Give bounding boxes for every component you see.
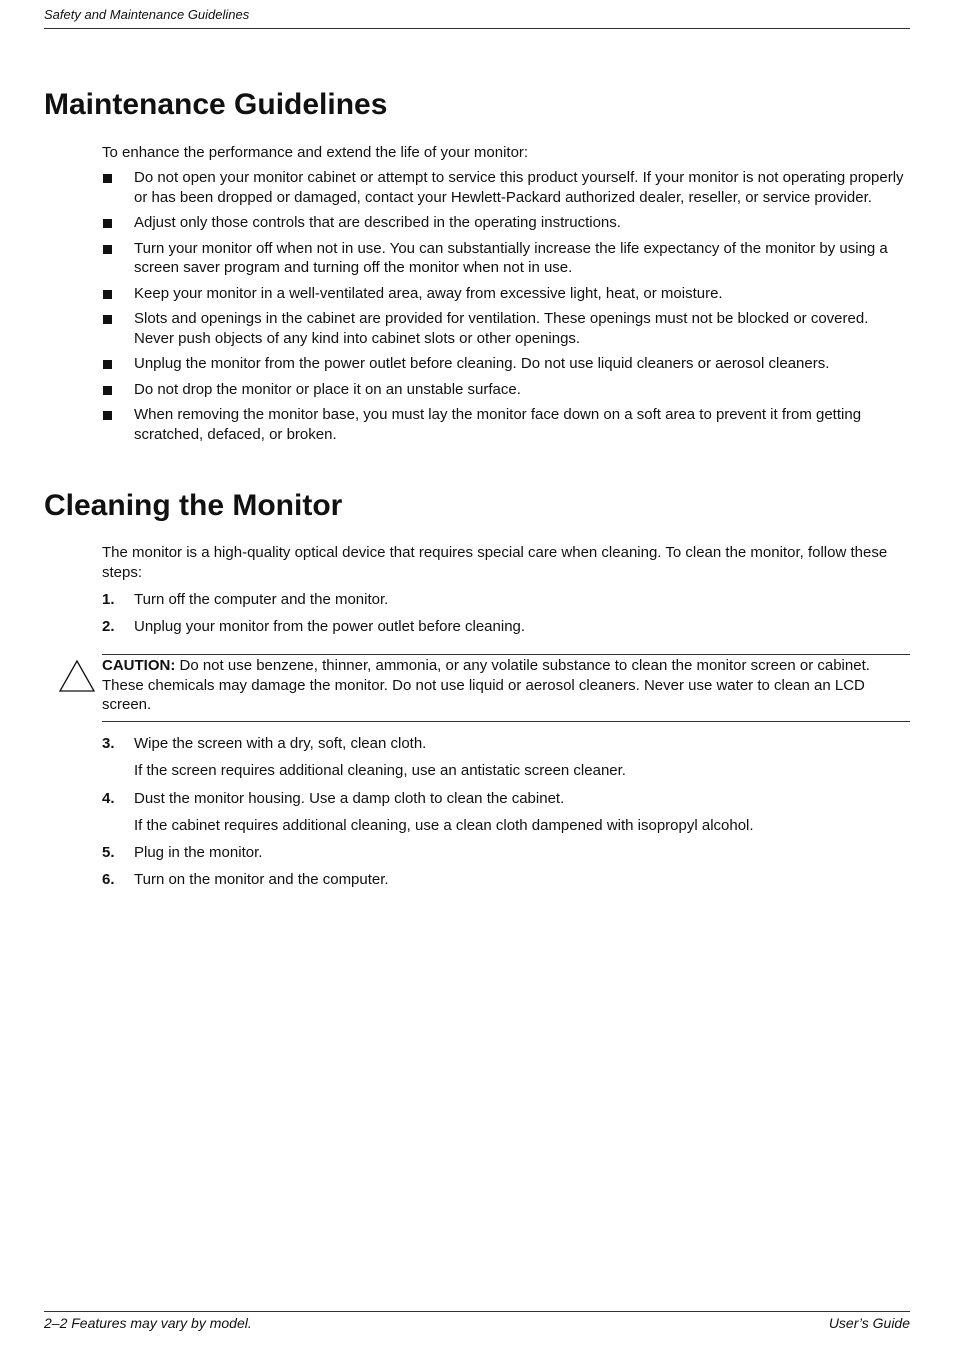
page-header xyxy=(44,7,910,29)
step-number: 1. xyxy=(102,591,115,608)
bullet-text: Keep your monitor in a well-ventilated area, away from excessive light, heat, or moisture. xyxy=(134,284,723,302)
list-item xyxy=(102,168,910,207)
page-footer xyxy=(44,1311,910,1336)
step-text: Dust the monitor housing. Use a damp cloth to clean the cabinet. xyxy=(134,790,565,807)
bullet-text: Do not open your monitor cabinet or attempt to service this product yourself. If your monitor is not operating properly or has been dropped or damaged, contact your Hewlett-Packard authorized dealer, reseller, or service provider. xyxy=(134,169,904,206)
bullet-text: When removing the monitor base, you must lay the monitor face down on a soft area to prevent it from getting scratched, defaced, or broken. xyxy=(134,406,862,443)
square-bullet-icon xyxy=(103,360,112,369)
cleaning-monitor-heading: Cleaning the Monitor xyxy=(44,489,343,522)
footer-guide-title: User’s Guide xyxy=(828,1315,910,1331)
step-text: Unplug your monitor from the power outlet before cleaning. xyxy=(134,618,526,635)
step-text: Turn on the monitor and the computer. xyxy=(134,871,389,888)
step-3 xyxy=(102,734,910,754)
caution-message: Do not use benzene, thinner, ammonia, or any volatile substance to clean the monitor screen or cabinet. These chemicals may damage the monitor. Do not use liquid or aerosol cleaners. Never use water to clean an LCD screen. xyxy=(102,657,870,713)
square-bullet-icon xyxy=(103,386,112,395)
maintenance-guidelines-heading: Maintenance Guidelines xyxy=(44,88,388,121)
caution-box xyxy=(102,654,910,722)
square-bullet-icon xyxy=(103,245,112,254)
step-text: Wipe the screen with a dry, soft, clean cloth. xyxy=(134,735,427,752)
step-number: 6. xyxy=(102,871,115,888)
list-item xyxy=(102,213,910,233)
step-2 xyxy=(102,617,910,637)
footer-page-info: 2–2 Features may vary by model. xyxy=(44,1315,252,1331)
maintenance-bullet-list xyxy=(102,168,910,450)
step-number: 3. xyxy=(102,735,115,752)
step-3-note: If the screen requires additional cleaning, use an antistatic screen cleaner. xyxy=(134,762,626,779)
cleaning-intro: The monitor is a high-quality optical device that requires special care when cleaning. To clean the monitor, follow these steps: xyxy=(102,544,888,581)
bullet-text: Do not drop the monitor or place it on an unstable surface. xyxy=(134,380,521,398)
list-item xyxy=(102,284,910,304)
list-item xyxy=(102,354,910,374)
step-6 xyxy=(102,870,910,890)
step-number: 2. xyxy=(102,618,115,635)
list-item xyxy=(102,380,910,400)
square-bullet-icon xyxy=(103,290,112,299)
maintenance-intro: To enhance the performance and extend the life of your monitor: xyxy=(102,144,529,161)
step-4-note: If the cabinet requires additional cleaning, use a clean cloth dampened with isopropyl alcohol. xyxy=(134,817,754,834)
square-bullet-icon xyxy=(103,219,112,228)
list-item xyxy=(102,405,910,444)
bullet-text: Slots and openings in the cabinet are provided for ventilation. These openings must not be blocked or covered. Never push objects of any kind into cabinet slots or other openings. xyxy=(134,310,869,347)
square-bullet-icon xyxy=(103,315,112,324)
running-title: Safety and Maintenance Guidelines xyxy=(44,7,250,22)
list-item xyxy=(102,239,910,278)
square-bullet-icon xyxy=(103,174,112,183)
bullet-text: Unplug the monitor from the power outlet before cleaning. Do not use liquid cleaners or aerosol cleaners. xyxy=(134,355,830,372)
step-number: 4. xyxy=(102,790,115,807)
step-text: Turn off the computer and the monitor. xyxy=(134,591,389,608)
step-text: Plug in the monitor. xyxy=(134,844,263,861)
caution-triangle-icon xyxy=(58,659,96,693)
step-number: 5. xyxy=(102,844,115,861)
step-1 xyxy=(102,590,910,610)
square-bullet-icon xyxy=(103,411,112,420)
bullet-text: Turn your monitor off when not in use. You can substantially increase the life expectancy of the monitor by using a screen saver program and turning off the monitor when not in use. xyxy=(134,239,888,276)
list-item xyxy=(102,309,910,348)
step-4 xyxy=(102,789,910,809)
caution-label: CAUTION: xyxy=(102,657,176,674)
caution-text-block xyxy=(102,656,910,715)
bullet-text: Adjust only those controls that are described in the operating instructions. xyxy=(134,214,621,231)
step-5 xyxy=(102,843,910,863)
